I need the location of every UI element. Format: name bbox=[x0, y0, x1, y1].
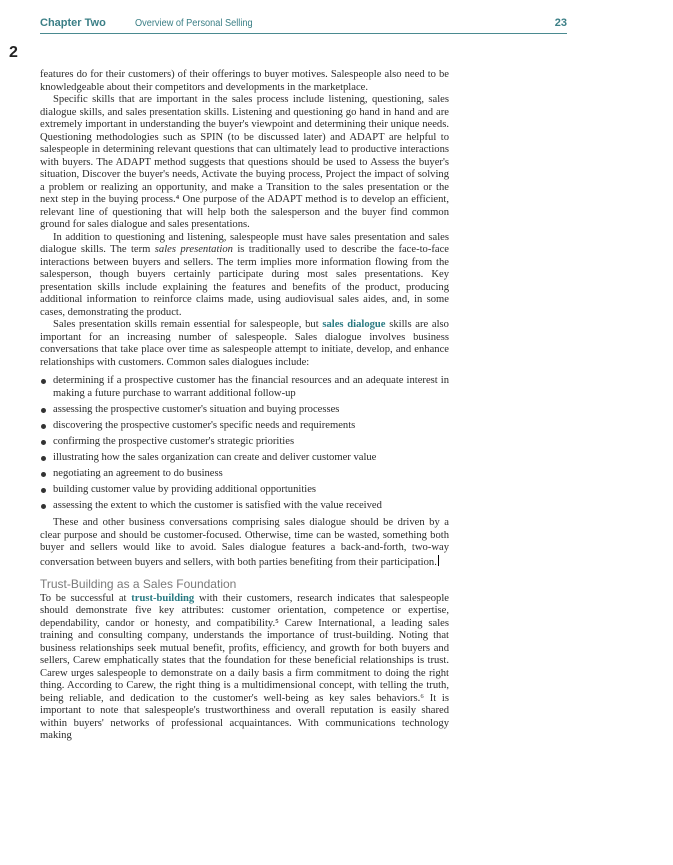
text-run: skills are also important for an increasing number of salespeople. Sales dialogue involves business conversations that take place over time as salespeople attempt to initiate, develop, and enhance relationships with customers. Common sales dialogues include: bbox=[40, 319, 449, 368]
running-header bbox=[40, 16, 567, 34]
emphasized-term: sales presentation bbox=[154, 244, 233, 255]
text-run: In addition to questioning and listening, salespeople must have sales presentation and sales dialogue skills. The term bbox=[40, 231, 449, 255]
paragraph: features do for their customers) of their offerings to buyer motives. Salespeople also need to be knowledgeable about their competitors and developments in the marketplace. bbox=[40, 69, 449, 93]
page-number: 23 bbox=[554, 17, 567, 29]
chapter-label: Chapter Two bbox=[40, 17, 106, 29]
bullet-item: discovering the prospective customer's specific needs and requirements bbox=[40, 420, 449, 433]
text-run: is traditionally used to describe the face-to-face interactions between buyers and sellers. The term implies more information flowing from the salesperson, though buyers certainly participate during most sales presentations. Key presentation skills include explaining the features and benefits of the product, producing additional information to reinforce claims made, using audiovisual sales aides, and, in some cases, demonstrating the product. bbox=[40, 244, 450, 318]
paragraph bbox=[40, 232, 449, 320]
bullet-item: negotiating an agreement to do business bbox=[40, 468, 449, 481]
text-run: with their customers, research indicates that salespeople should demonstrate five key attributes: customer orientation, competence or expertise, dependability, candor or honesty, and compatibility.⁵ Carew International, a leading sales training and consulting company, understands the importance of trust-building. Noting that business relationships seek mutual benefit, profits, efficiency, and growth for both buyers and sellers, Carew emphatically states that the foundation for these beneficial relationships is trust. Carew urges salespeople to demonstrate on a daily basis a firm commitment to doing the right thing. According to Carew, the right thing is a multidimensional concept, with telling the truth, being reliable, and dedication to the customer's well-being as key sales behaviors.⁶ It is important to note that salespeople's trustworthiness and overall reputation is easily shared within buyers' networks of professional acquaintances. With communications technology making bbox=[40, 592, 450, 741]
bullet-item: confirming the prospective customer's strategic priorities bbox=[40, 436, 449, 449]
text-cursor bbox=[438, 555, 439, 566]
bullet-item: illustrating how the sales organization can create and deliver customer value bbox=[40, 452, 449, 465]
body-text[interactable] bbox=[40, 69, 449, 743]
bullet-item: assessing the prospective customer's situation and buying processes bbox=[40, 404, 449, 417]
text-run: These and other business conversations comprising sales dialogue should be driven by a clear purpose and should be customer-focused. Otherwise, time can be wasted, something both buyer and sellers would like to avoid. Sales dialogue features a back-and-forth, two-way conversation between buyers and sellers, with both parties benefiting from their participation. bbox=[40, 517, 449, 568]
bullet-item: assessing the extent to which the customer is satisfied with the value received bbox=[40, 500, 449, 513]
paragraph: Specific skills that are important in the sales process include listening, questioning, sales dialogue skills, and sales presentation skills. Listening and questioning go hand in hand and are extremely important in understanding the buyer's viewpoint and determining their unique needs. Questioning methodologies such as SPIN (to be discussed later) and ADAPT are helpful to salespeople in determining relevant questions that can ultimately lead to productive interactions with buyers. The ADAPT method suggests that questions should be used to Assess the buyer's situation, Discover the buyer's needs, Activate the buying process, Project the impact of solving a problem or realizing an opportunity, and make a Transition to the sales presentation or the next step in the buying process.⁴ One purpose of the ADAPT method is to develop an efficient, relevant line of questioning that will help both the salesperson and the buyer find common ground for sales dialogue and sales presentations. bbox=[40, 94, 449, 230]
chapter-title: Overview of Personal Selling bbox=[135, 18, 253, 29]
bullet-list bbox=[40, 375, 449, 512]
text-run: Sales presentation skills remain essential for salespeople, but bbox=[53, 319, 323, 330]
paragraph bbox=[40, 517, 449, 569]
bullet-item: building customer value by providing additional opportunities bbox=[40, 484, 449, 497]
paragraph bbox=[40, 593, 449, 743]
paragraph bbox=[40, 319, 449, 369]
bullet-item: determining if a prospective customer has the financial resources and an adequate interest in making a future purchase to warrant additional follow-up bbox=[40, 375, 449, 400]
key-term-sales-dialogue: sales dialogue bbox=[322, 319, 386, 330]
key-term-trust-building: trust-building bbox=[131, 592, 195, 604]
section-heading: Trust-Building as a Sales Foundation bbox=[40, 577, 237, 591]
text-run: To be successful at bbox=[40, 592, 132, 604]
margin-chapter-number: 2 bbox=[9, 44, 18, 61]
